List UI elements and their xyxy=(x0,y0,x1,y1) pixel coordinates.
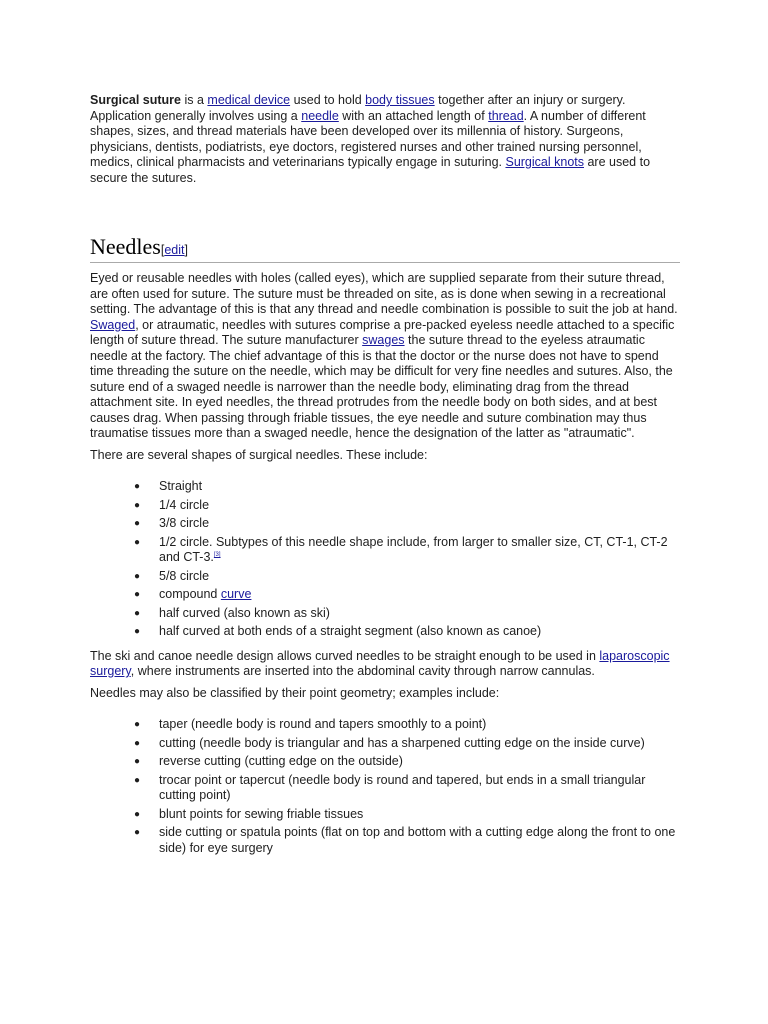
list-item-text: 1/4 circle xyxy=(159,497,210,512)
list-item xyxy=(134,624,680,640)
bullet-icon: ● xyxy=(134,808,141,820)
needle-shapes-list xyxy=(90,479,680,640)
list-item xyxy=(134,535,680,566)
intro-text: is a xyxy=(181,93,208,107)
paragraph-text: , where instruments are inserted into the abdominal cavity through narrow cannulas. xyxy=(130,664,595,678)
list-item-text: taper (needle body is round and tapers smoothly to a point) xyxy=(159,717,487,731)
intro-text: . A number of different shapes, sizes, and thread materials have been developed over its millennia of history. Surgeons, physicians, dentists, podiatrists, eye doctors, registered nurses and other trained nursing personnel, medics, clinical pharmacists and veterinarians typically engage in suturing. xyxy=(90,108,646,169)
list-item xyxy=(134,754,680,770)
point-geometry-list xyxy=(90,717,680,856)
bullet-icon: ● xyxy=(134,607,141,619)
list-item xyxy=(134,569,680,585)
bullet-icon: ● xyxy=(134,499,141,511)
list-item-text: 5/8 circle xyxy=(159,568,210,583)
list-item-text: blunt points for sewing friable tissues xyxy=(159,806,364,821)
bullet-icon: ● xyxy=(134,756,141,767)
edit-bracket-open: [ xyxy=(160,243,165,257)
list-item-text: reverse cutting (cutting edge on the outside) xyxy=(159,754,403,768)
list-item-text: 1/2 circle. Subtypes of this needle shape include, from larger to smaller size, CT, CT-1, CT-2 and CT-3. xyxy=(159,534,668,564)
list-item-text: trocar point or tapercut (needle body is round and tapered, but ends in a small triangular cutting point) xyxy=(159,772,646,802)
bullet-icon: ● xyxy=(134,518,141,529)
edit-section xyxy=(161,243,188,257)
bullet-icon: ● xyxy=(134,719,141,730)
laparoscopic-paragraph xyxy=(90,649,680,680)
list-item-text: Straight xyxy=(159,479,203,493)
intro-text: are used to secure the sutures. xyxy=(90,155,651,185)
link-thread[interactable]: thread xyxy=(488,108,524,123)
list-item xyxy=(134,807,680,823)
shapes-intro: There are several shapes of surgical needles. These include: xyxy=(90,447,428,462)
bullet-icon: ● xyxy=(134,589,141,600)
section-heading xyxy=(90,234,680,263)
intro-bold-term: Surgical suture xyxy=(90,93,181,107)
list-item xyxy=(134,479,680,495)
link-swaged[interactable]: Swaged xyxy=(90,317,136,332)
paragraph-text: Eyed or reusable needles with holes (called eyes), which are supplied separate from their suture thread, are often used for suture. The suture must be threaded on site, as is done when sewing in a recreational setting. The advantage of this is that any thread and needle combination is possible to suit the job at hand. xyxy=(90,271,678,316)
paragraph-text: the suture thread to the eyeless atraumatic needle at the factory. The chief advantage of this is that the doctor or the nurse does not have to spend time threading the suture on the needle, which may be difficult for very fine needles and sutures. Also, the suture end of a swaged needle is narrower than the needle body, eliminating drag from the thread attachment site. In eyed needles, the thread protrudes from the needle body on both sides, and at best causes drag. When passing through friable tissues, the eye needle and suture combination may thus traumatise tissues more than a swaged needle, hence the designation of the latter as "atraumatic". xyxy=(90,333,673,440)
list-item-text: half curved at both ends of a straight segment (also known as canoe) xyxy=(159,624,542,638)
paragraph-text: , or atraumatic, needles with sutures comprise a pre-packed eyeless needle attached to a specific length of suture thread. The suture manufacturer xyxy=(90,317,675,347)
point-geometry-intro: Needles may also be classified by their point geometry; examples include: xyxy=(90,685,500,700)
bullet-icon: ● xyxy=(134,481,141,492)
reference-link[interactable]: [3] xyxy=(213,551,221,558)
list-item xyxy=(134,516,680,532)
list-item-text: compound xyxy=(159,587,221,601)
edit-link[interactable]: edit xyxy=(164,243,185,257)
intro-text: together after an injury or surgery. Application generally involves using a xyxy=(90,93,626,123)
link-needle[interactable]: needle xyxy=(301,108,339,123)
list-item-text: cutting (needle body is triangular and has a sharpened cutting edge on the inside curve) xyxy=(159,735,645,750)
edit-bracket-close: ] xyxy=(184,243,188,257)
link-swages[interactable]: swages xyxy=(362,333,405,347)
bullet-icon: ● xyxy=(134,626,141,637)
list-item-text: 3/8 circle xyxy=(159,516,210,530)
section-title: Needles xyxy=(90,234,161,259)
intro-paragraph xyxy=(90,93,680,186)
bullet-icon: ● xyxy=(134,536,141,548)
intro-text: with an attached length of xyxy=(338,108,489,123)
link-curve[interactable]: curve xyxy=(220,587,252,601)
list-item xyxy=(134,606,680,622)
link-surgical-knots[interactable]: Surgical knots xyxy=(505,155,584,169)
link-laparoscopic-surgery[interactable]: laparoscopic surgery xyxy=(90,648,670,678)
list-item-text: half curved (also known as ski) xyxy=(159,605,330,620)
paragraph-text: The ski and canoe needle design allows curved needles to be straight enough to be used in xyxy=(90,648,600,663)
bullet-icon: ● xyxy=(134,774,141,786)
list-item xyxy=(134,825,680,856)
list-item xyxy=(134,717,680,733)
link-body-tissues[interactable]: body tissues xyxy=(365,93,435,107)
list-item-text: side cutting or spatula points (flat on top and bottom with a cutting edge along the front to one side) for eye surgery xyxy=(159,825,676,855)
list-item xyxy=(134,587,680,603)
bullet-icon: ● xyxy=(134,827,141,838)
needles-paragraph xyxy=(90,271,680,442)
list-item xyxy=(134,736,680,752)
list-item xyxy=(134,773,680,804)
list-item xyxy=(134,498,680,514)
intro-text: used to hold xyxy=(290,93,366,107)
article-body xyxy=(90,93,680,865)
bullet-icon: ● xyxy=(134,737,141,749)
bullet-icon: ● xyxy=(134,570,141,582)
link-medical-device[interactable]: medical device xyxy=(207,93,291,107)
